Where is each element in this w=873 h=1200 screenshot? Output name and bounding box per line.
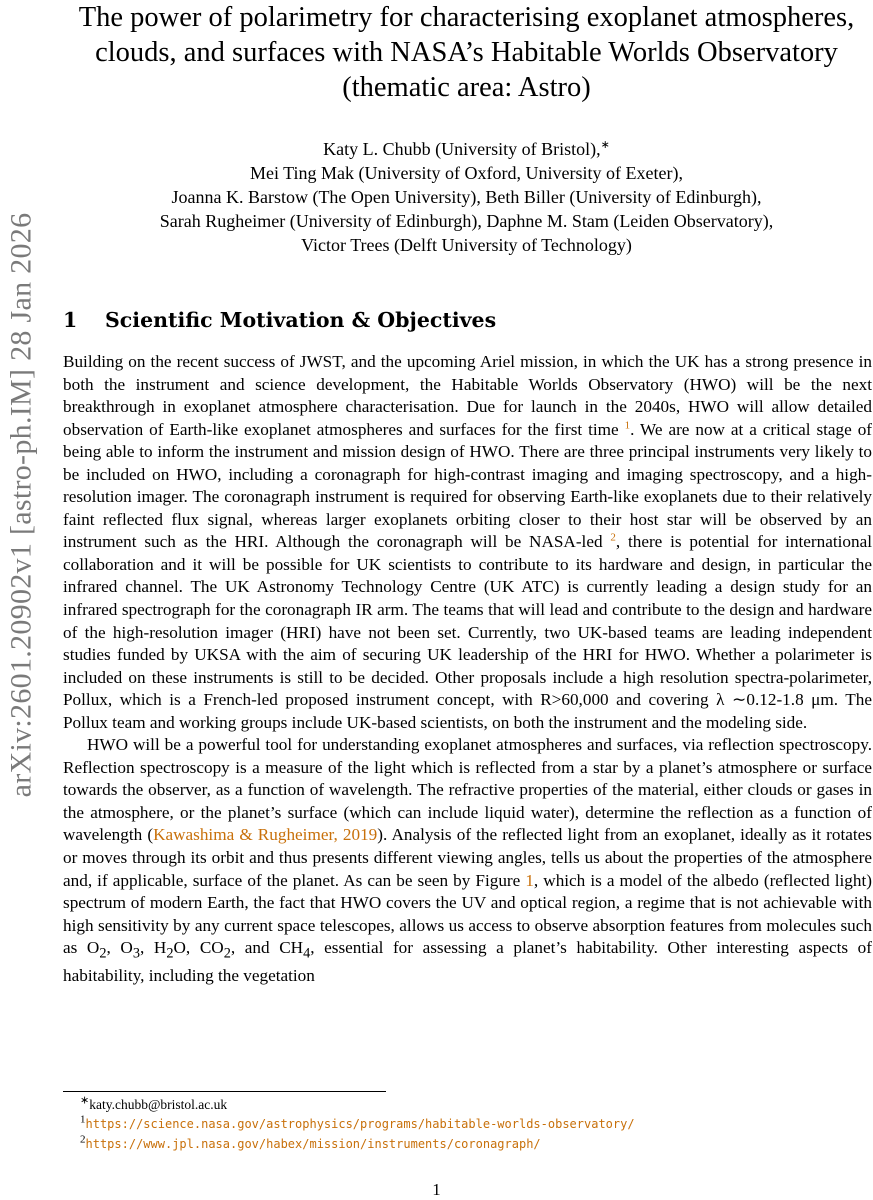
paragraph-2-text-c: , which is a model of the albedo (reflected light) spectrum of modern Earth, the fact that HWO covers the UV and optical region, a regime that is not achievable with high sensitivity by any current space telescopes, allows us access to observe absorption features from molecules such as O [63, 870, 872, 958]
author-line-5: Victor Trees (Delft University of Technology) [301, 235, 632, 255]
title-line-1: The power of polarimetry for characterising exoplanet atmospheres, [78, 2, 855, 33]
author-line-2: Mei Ting Mak (University of Oxford, University of Exeter), [250, 163, 683, 183]
footnote-mark-1: 1 [80, 1113, 86, 1126]
citation-kawashima-rugheimer[interactable]: Kawashima & Rugheimer, 2019 [153, 825, 378, 845]
subscript-co2: 2 [223, 945, 231, 962]
arxiv-identifier-text: arXiv:2601.20902v1 [astro-ph.IM] 28 Jan 2026 [4, 212, 38, 798]
footnote-ref-2[interactable]: 2 [610, 531, 616, 544]
footnotes [80, 1095, 635, 1154]
footnote-1 [80, 1114, 635, 1134]
figure-ref-1[interactable]: 1 [525, 870, 534, 890]
paragraph-2-text-d: , essential for assessing a planet’s habitability. Other interesting aspects of habitability, including the vegetation [63, 938, 873, 986]
paragraph-2-text-b: ). Analysis of the reflected light from an exoplanet, ideally as it rotates or moves through its orbit and thus presents different viewing angles, tells us about the properties of the atmosphere and, if applicable, surface of the planet. As can be seen by Figure [63, 825, 872, 890]
paper-title [60, 0, 873, 105]
paragraph-1-text-a: Building on the recent success of JWST, and the upcoming Ariel mission, in which the UK has a strong presence in both the instrument and science development, the Habitable Worlds Observatory (HWO) will be the next breakthrough in exoplanet atmosphere characterisation. Due for launch in the 2040s, HWO will allow detailed observation of Earth-like exoplanet atmospheres and surfaces for the first time [63, 352, 872, 439]
author-line-4: Sarah Rugheimer (University of Edinburgh), Daphne M. Stam (Leiden Observatory), [159, 211, 774, 231]
subscript-o2: 2 [99, 945, 107, 962]
author-line-3: Joanna K. Barstow (The Open University), Beth Biller (University of Edinburgh), [171, 187, 762, 207]
paragraph-1-text-b: . We are now at a critical stage of being able to inform the instrument and mission design of HWO. There are three principal instruments very likely to be included on HWO, including a coronagraph for high-contrast imaging and imaging spectroscopy, and a high-resolution imager. The coronagraph instrument is required for observing Earth-like exoplanets due to their relatively faint reflected flux signal, whereas larger exoplanets orbiting closer to their host star will be observed by an instrument such as the HRI. Although the coronagraph will be NASA-led [63, 419, 873, 552]
arxiv-identifier [2, 205, 40, 805]
text-o3: , O [106, 938, 133, 958]
footnote-mark-2: 2 [80, 1133, 86, 1146]
footnote-2 [80, 1134, 635, 1154]
footnote-1-link[interactable]: https://science.nasa.gov/astrophysics/programs/habitable-worlds-observatory/ [85, 1117, 635, 1131]
paragraph-2 [63, 734, 872, 987]
paragraph-1 [63, 351, 872, 734]
footnote-email-text: katy.chubb@bristol.ac.uk [89, 1097, 228, 1112]
author-chubb: Katy L. Chubb (University of Bristol), [323, 139, 601, 159]
footnote-divider [63, 1091, 386, 1092]
footnote-ref-1[interactable]: 1 [624, 418, 631, 431]
paragraph-1-text-c: , there is potential for international collaboration and it will be possible for UK scientists to contribute to its hardware and design, in particular the infrared channel. The UK Astronomy Technology Centre (UK ATC) is currently leading a design study for an infrared spectrograph for the coronagraph IR arm. The teams that will lead and contribute to the design and hardware of the high-resolution imager (HRI) have not been set. Currently, two UK-based teams are leading independent studies funded by UKSA with the aim of securing UK leadership of the HRI for HWO. Whether a polarimeter is included on these instruments is still to be decided. Other proposals include a high resolution spectra-polarimeter, Pollux, which is a French-led proposed instrument concept, with R>60,000 and covering λ ∼0.12-1.8 μm. The Pollux team and working groups include UK-based scientists, on both the instrument and the modeling side. [63, 532, 872, 732]
footnote-email [80, 1095, 635, 1114]
text-ch4: , and CH [230, 938, 304, 958]
footnote-mark-star: ∗ [80, 1094, 90, 1107]
section-heading [63, 308, 496, 332]
corresponding-author-mark: ∗ [600, 139, 610, 151]
paragraph-2-text-a: HWO will be a powerful tool for understanding exoplanet atmospheres and surfaces, via reflection spectroscopy. Reflection spectroscopy is a measure of the light which is reflected from a star by a planet’s atmosphere or surface towards the observer, as a function of wavelength. The refractive properties of the material, either clouds or gases in the atmosphere, or the planet’s surface (which can include liquid water), determine the reflection as a function of wavelength ( [63, 735, 872, 845]
title-line-2: clouds, and surfaces with NASA’s Habitable Worlds Observatory [95, 37, 838, 68]
section-title: Scientific Motivation & Objectives [105, 308, 497, 332]
subscript-o3: 3 [132, 945, 141, 962]
author-list [60, 137, 873, 257]
section-number: 1 [63, 308, 78, 332]
text-h2o-b: O, CO [173, 938, 224, 958]
footnote-2-link[interactable]: https://www.jpl.nasa.gov/habex/mission/instruments/coronagraph/ [85, 1137, 541, 1151]
text-h2o-a: , H [140, 938, 167, 958]
author-line-1 [60, 137, 873, 161]
body-text [63, 351, 872, 988]
title-line-3: (thematic area: Astro) [342, 72, 591, 103]
subscript-h2o: 2 [166, 945, 174, 962]
page-number: 1 [432, 1180, 441, 1199]
subscript-ch4: 4 [303, 945, 311, 962]
